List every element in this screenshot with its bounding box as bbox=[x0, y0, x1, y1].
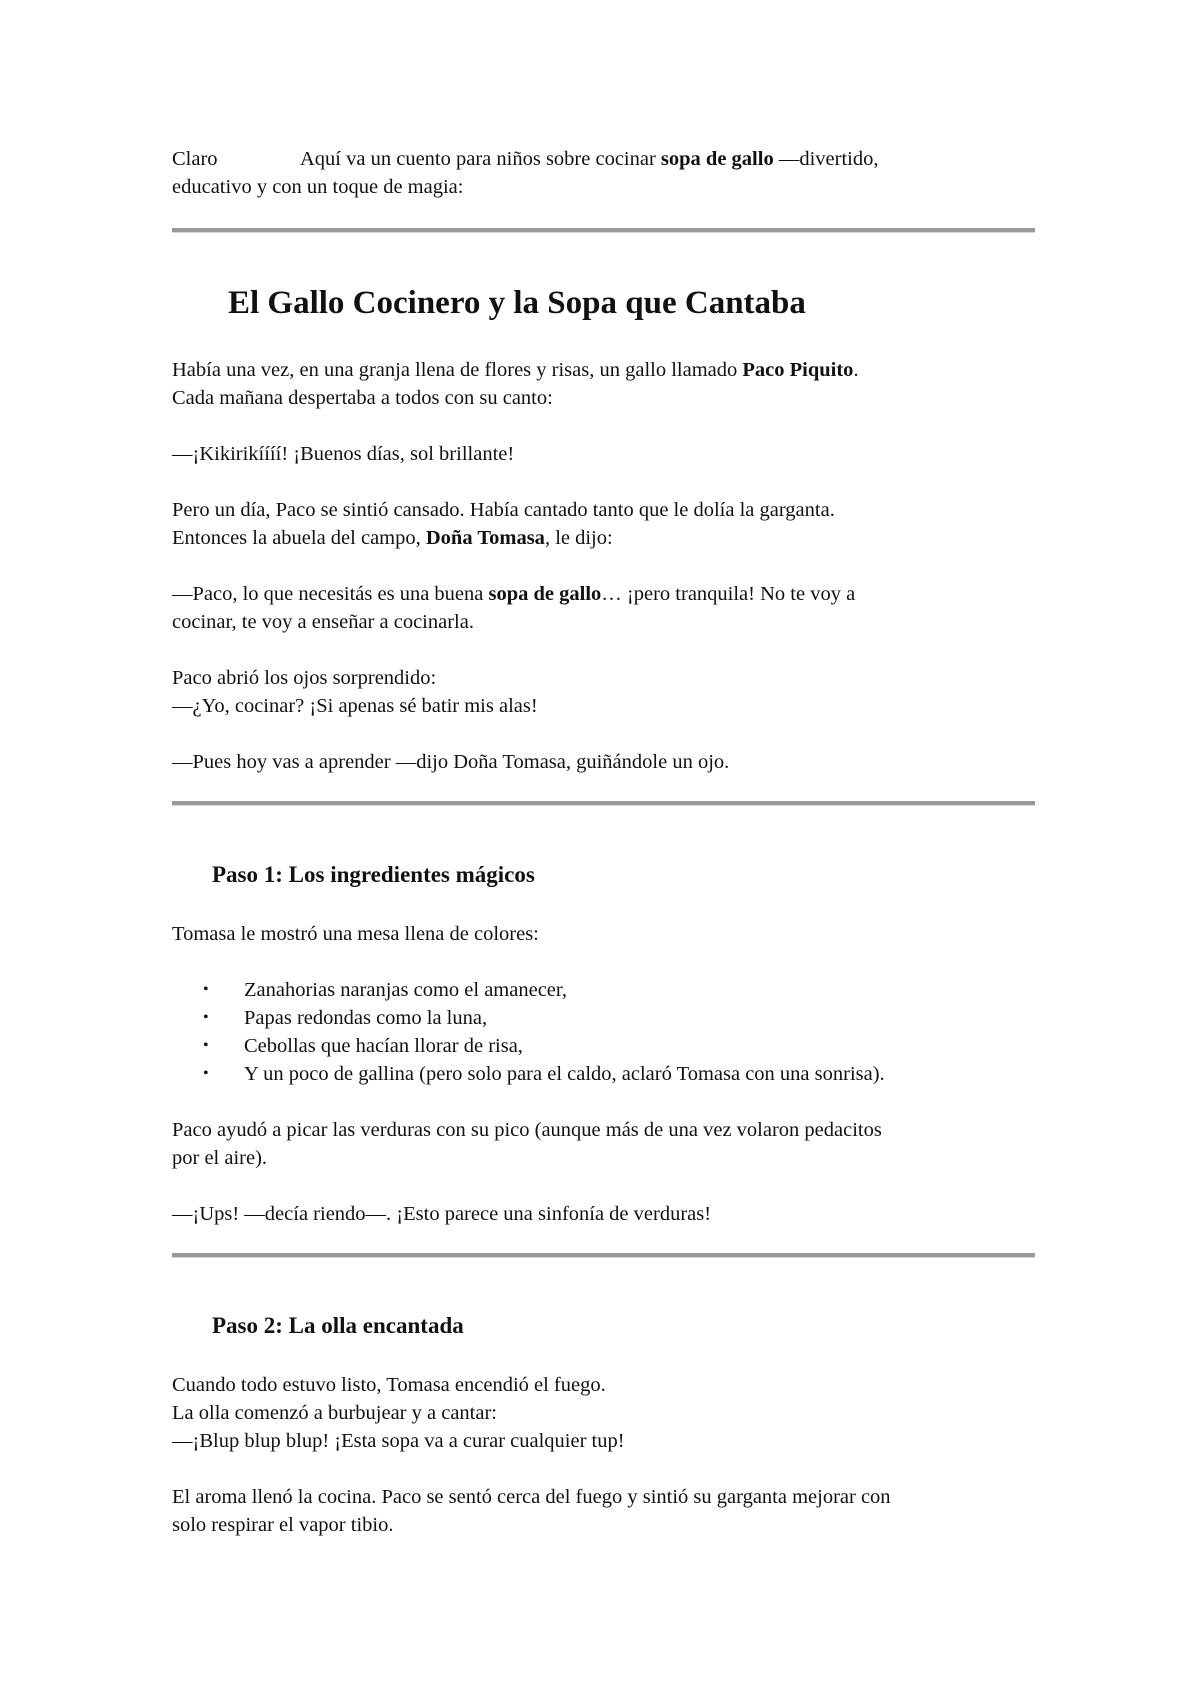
step2-p-line-1: El aroma llenó la cocina. Paco se sentó cerca del fuego y sintió su garganta mejorar con bbox=[172, 1486, 891, 1508]
story-p6: —Pues hoy vas a aprender —dijo Doña Tomasa, guiñándole un ojo. bbox=[172, 751, 730, 773]
step2-line-2: La olla comenzó a burbujear y a cantar: bbox=[172, 1402, 497, 1424]
story-text: Había una vez, en una granja llena de flores y risas, un gallo llamado bbox=[172, 359, 743, 381]
intro-text: Aquí va un cuento para niños sobre cocinar bbox=[300, 148, 661, 170]
step1-p-line-1: Paco ayudó a picar las verduras con su pico (aunque más de una vez volaron pedacitos bbox=[172, 1119, 882, 1141]
step2-line-3: —¡Blup blup blup! ¡Esta sopa va a curar cualquier tup! bbox=[172, 1430, 625, 1452]
story-text: Entonces la abuela del campo, bbox=[172, 527, 426, 549]
intro-line-1 bbox=[300, 145, 878, 173]
step1-quote: —¡Ups! —decía riendo—. ¡Esto parece una sinfonía de verduras! bbox=[172, 1203, 712, 1225]
story-p1-line-2: Cada mañana despertaba a todos con su canto: bbox=[172, 387, 553, 409]
story-bold: Paco Piquito bbox=[742, 359, 854, 381]
story-text: , le dijo: bbox=[544, 527, 613, 549]
story-p5-line-2: —¿Yo, cocinar? ¡Si apenas sé batir mis alas! bbox=[172, 695, 538, 717]
intro-line-2: educativo y con un toque de magia: bbox=[172, 176, 464, 198]
story-bold: Doña Tomasa bbox=[425, 527, 545, 549]
step2-line-1: Cuando todo estuvo listo, Tomasa encendió el fuego. bbox=[172, 1374, 606, 1396]
story-text: … ¡pero tranquila! No te voy a bbox=[601, 583, 856, 605]
story-p2: —¡Kikirikíííí! ¡Buenos días, sol brillante! bbox=[172, 443, 515, 465]
step1-intro: Tomasa le mostró una mesa llena de colores: bbox=[172, 923, 539, 945]
story-p3-line-1: Pero un día, Paco se sintió cansado. Había cantado tanto que le dolía la garganta. bbox=[172, 499, 835, 521]
step1-p-line-2: por el aire). bbox=[172, 1147, 268, 1169]
intro-bold: sopa de gallo bbox=[660, 148, 774, 170]
story-p3-line-2 bbox=[172, 524, 613, 552]
story-p1-line-1 bbox=[172, 356, 859, 384]
story-title: El Gallo Cocinero y la Sopa que Cantaba bbox=[228, 285, 806, 321]
intro-text: —divertido, bbox=[773, 148, 879, 170]
story-text: —Paco, lo que necesitás es una buena bbox=[172, 583, 489, 605]
step2-p-line-2: solo respirar el vapor tibio. bbox=[172, 1514, 394, 1536]
list-item: Zanahorias naranjas como el amanecer, bbox=[244, 979, 568, 1001]
story-bold: sopa de gallo bbox=[488, 583, 602, 605]
intro-claro: Claro bbox=[172, 148, 218, 170]
bullet: • bbox=[203, 1037, 209, 1054]
bullet: • bbox=[203, 1065, 209, 1082]
story-p5-line-1: Paco abrió los ojos sorprendido: bbox=[172, 667, 437, 689]
story-text: . bbox=[853, 359, 859, 381]
list-item: Y un poco de gallina (pero solo para el caldo, aclaró Tomasa con una sonrisa). bbox=[244, 1063, 885, 1085]
step1-heading: Paso 1: Los ingredientes mágicos bbox=[212, 862, 535, 887]
divider bbox=[172, 228, 1035, 233]
step2-heading: Paso 2: La olla encantada bbox=[212, 1313, 464, 1338]
list-item: Cebollas que hacían llorar de risa, bbox=[244, 1035, 523, 1057]
divider bbox=[172, 801, 1035, 806]
bullet: • bbox=[203, 1009, 209, 1026]
story-p4-line-2: cocinar, te voy a enseñar a cocinarla. bbox=[172, 611, 474, 633]
divider bbox=[172, 1253, 1035, 1258]
story-p4-line-1 bbox=[172, 580, 855, 608]
list-item: Papas redondas como la luna, bbox=[244, 1007, 488, 1029]
bullet: • bbox=[203, 981, 209, 998]
